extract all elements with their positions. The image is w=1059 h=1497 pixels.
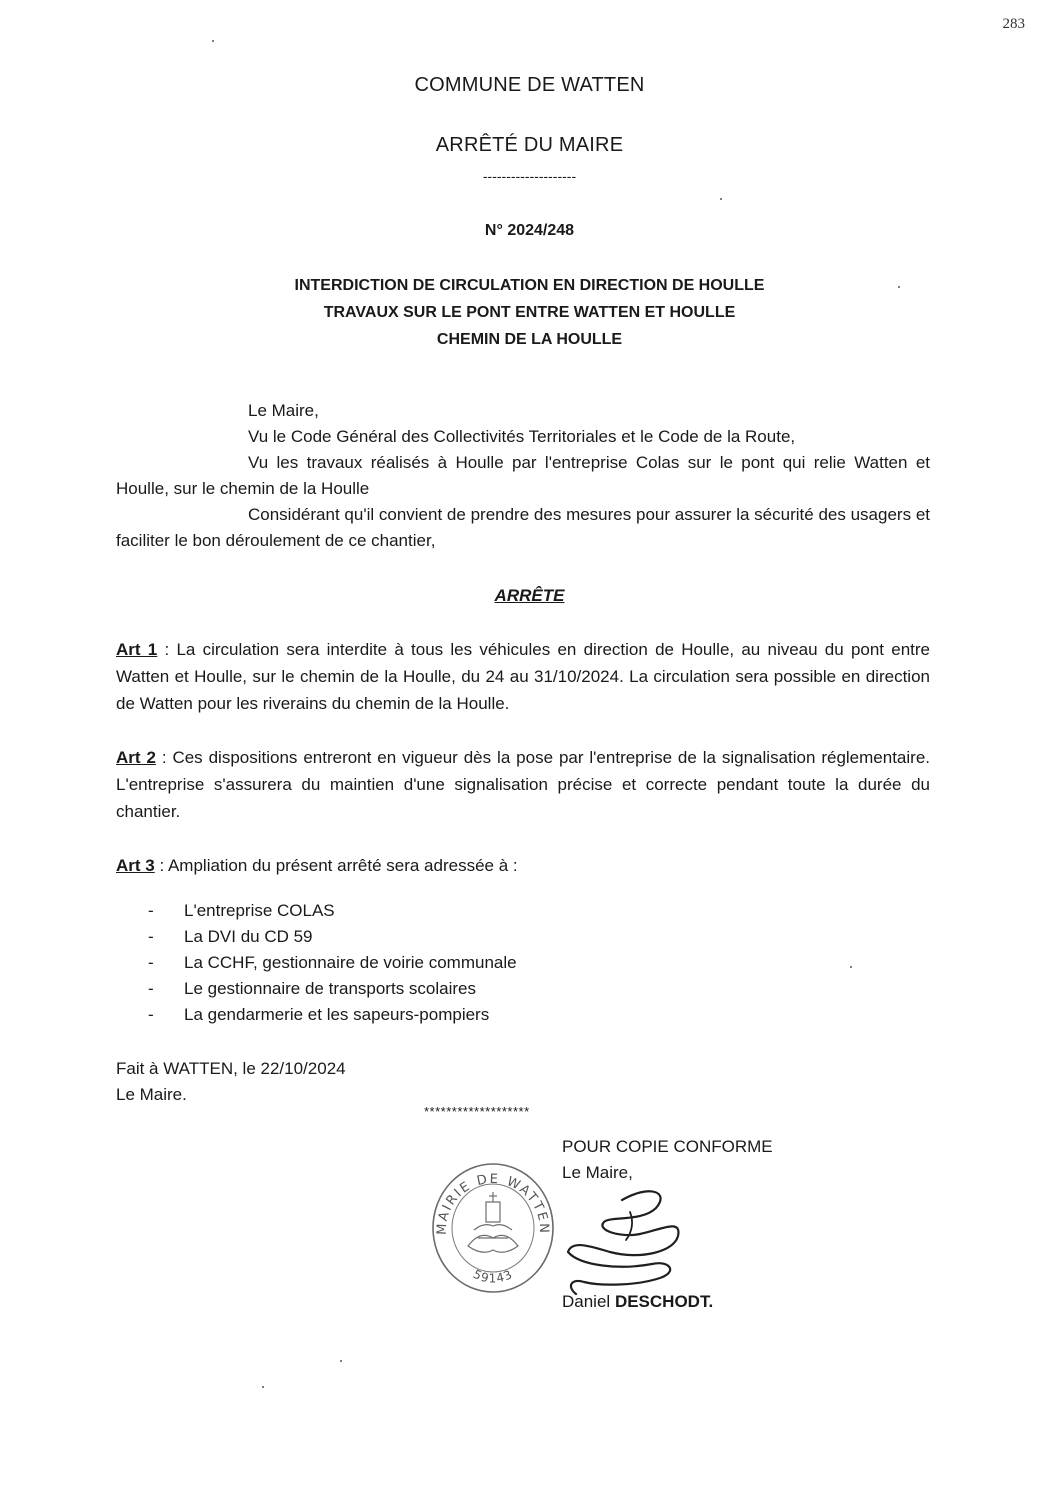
seal-postcode: 59143 (470, 1266, 516, 1286)
seal-ring-text: MAIRIE DE WATTEN (434, 1171, 552, 1236)
article-2-separator: : (155, 748, 173, 767)
document-title: ARRÊTÉ DU MAIRE (435, 134, 624, 156)
signatory-last-name: DESCHODT. (614, 1292, 714, 1311)
article-2-label: Art 2 (116, 748, 156, 767)
list-bullet: - (148, 1005, 154, 1024)
subject-line-2: TRAVAUX SUR LE PONT ENTRE WATTEN ET HOULLE (323, 304, 736, 321)
article-2 (116, 744, 930, 825)
signatory-first-name: Daniel (562, 1292, 611, 1311)
recipient-name: La gendarmerie et les sapeurs-pompiers (184, 1005, 490, 1024)
scan-speck (212, 40, 214, 42)
svg-text:59143 (471, 1267, 515, 1286)
town-seal-stamp (428, 1160, 558, 1296)
title-separator: -------------------- (482, 168, 577, 184)
article-3-label: Art 3 (116, 856, 155, 875)
list-item (148, 898, 517, 924)
recipient-list (148, 898, 517, 1028)
certified-copy-block (562, 1134, 773, 1186)
preamble-vu-code: Vu le Code Général des Collectivités Territoriales et le Code de la Route, (248, 427, 796, 446)
mayor-signature (560, 1182, 690, 1302)
preamble (116, 398, 930, 554)
article-1-label: Art 1 (116, 640, 158, 659)
list-item (148, 924, 517, 950)
article-3-text: Ampliation du présent arrêté sera adressée à : (167, 856, 518, 875)
subject-line-1: INTERDICTION DE CIRCULATION EN DIRECTION DE HOULLE (294, 277, 765, 294)
arrete-heading: ARRÊTE (494, 586, 565, 605)
scan-speck (340, 1360, 342, 1362)
stars-separator: ******************* (424, 1104, 530, 1119)
signed-by: Le Maire. (116, 1085, 187, 1104)
preamble-vu-travaux: Vu les travaux réalisés à Houlle par l'entreprise Colas sur le pont qui relie Watten et Houlle, sur le chemin de la Houlle (116, 453, 930, 498)
subject-line-3: CHEMIN DE LA HOULLE (436, 331, 623, 348)
place-date: Fait à WATTEN, le 22/10/2024 (116, 1059, 346, 1078)
article-3-separator: : (154, 856, 168, 875)
scan-speck (850, 966, 852, 968)
scan-speck (262, 1386, 264, 1388)
article-1-separator: : (157, 640, 177, 659)
list-bullet: - (148, 901, 154, 920)
recipient-name: Le gestionnaire de transports scolaires (184, 979, 476, 998)
seal-emblem (468, 1192, 518, 1252)
scan-speck (898, 286, 900, 288)
certified-copy-label: POUR COPIE CONFORME (562, 1137, 773, 1156)
articles (116, 636, 930, 906)
article-1 (116, 636, 930, 717)
signature-block-left (116, 1056, 346, 1108)
commune-name: COMMUNE DE WATTEN (414, 74, 645, 96)
arrete-subject (0, 272, 1059, 353)
article-3 (116, 852, 930, 879)
list-item (148, 950, 517, 976)
list-bullet: - (148, 979, 154, 998)
list-item (148, 1002, 517, 1028)
preamble-considerant: Considérant qu'il convient de prendre des mesures pour assurer la sécurité des usagers et faciliter le bon déroulement de ce chantier, (116, 505, 930, 550)
list-item (148, 976, 517, 1002)
recipient-name: La CCHF, gestionnaire de voirie communale (184, 953, 517, 972)
preamble-maire: Le Maire, (248, 401, 319, 420)
list-bullet: - (148, 927, 154, 946)
signatory-name (562, 1292, 713, 1312)
list-bullet: - (148, 953, 154, 972)
article-1-text: La circulation sera interdite à tous les véhicules en direction de Houlle, au niveau du pont entre Watten et Houlle, sur le chemin de la Houlle, du 24 au 31/10/2024. La circulation sera possible en direction de Watten pour les riverains du chemin de la Houlle. (116, 640, 931, 713)
recipient-name: La DVI du CD 59 (184, 927, 313, 946)
recipient-name: L'entreprise COLAS (184, 901, 335, 920)
article-2-text: Ces dispositions entreront en vigueur dès la pose par l'entreprise de la signalisation réglementaire. L'entreprise s'assurera du maintien d'une signalisation précise et correcte pendant toute la durée du chantier. (116, 748, 930, 821)
arrete-number: N° 2024/248 (484, 222, 575, 239)
page-number: 283 (1002, 16, 1025, 32)
scan-speck (720, 198, 722, 200)
certified-copy-maire: Le Maire, (562, 1163, 633, 1182)
